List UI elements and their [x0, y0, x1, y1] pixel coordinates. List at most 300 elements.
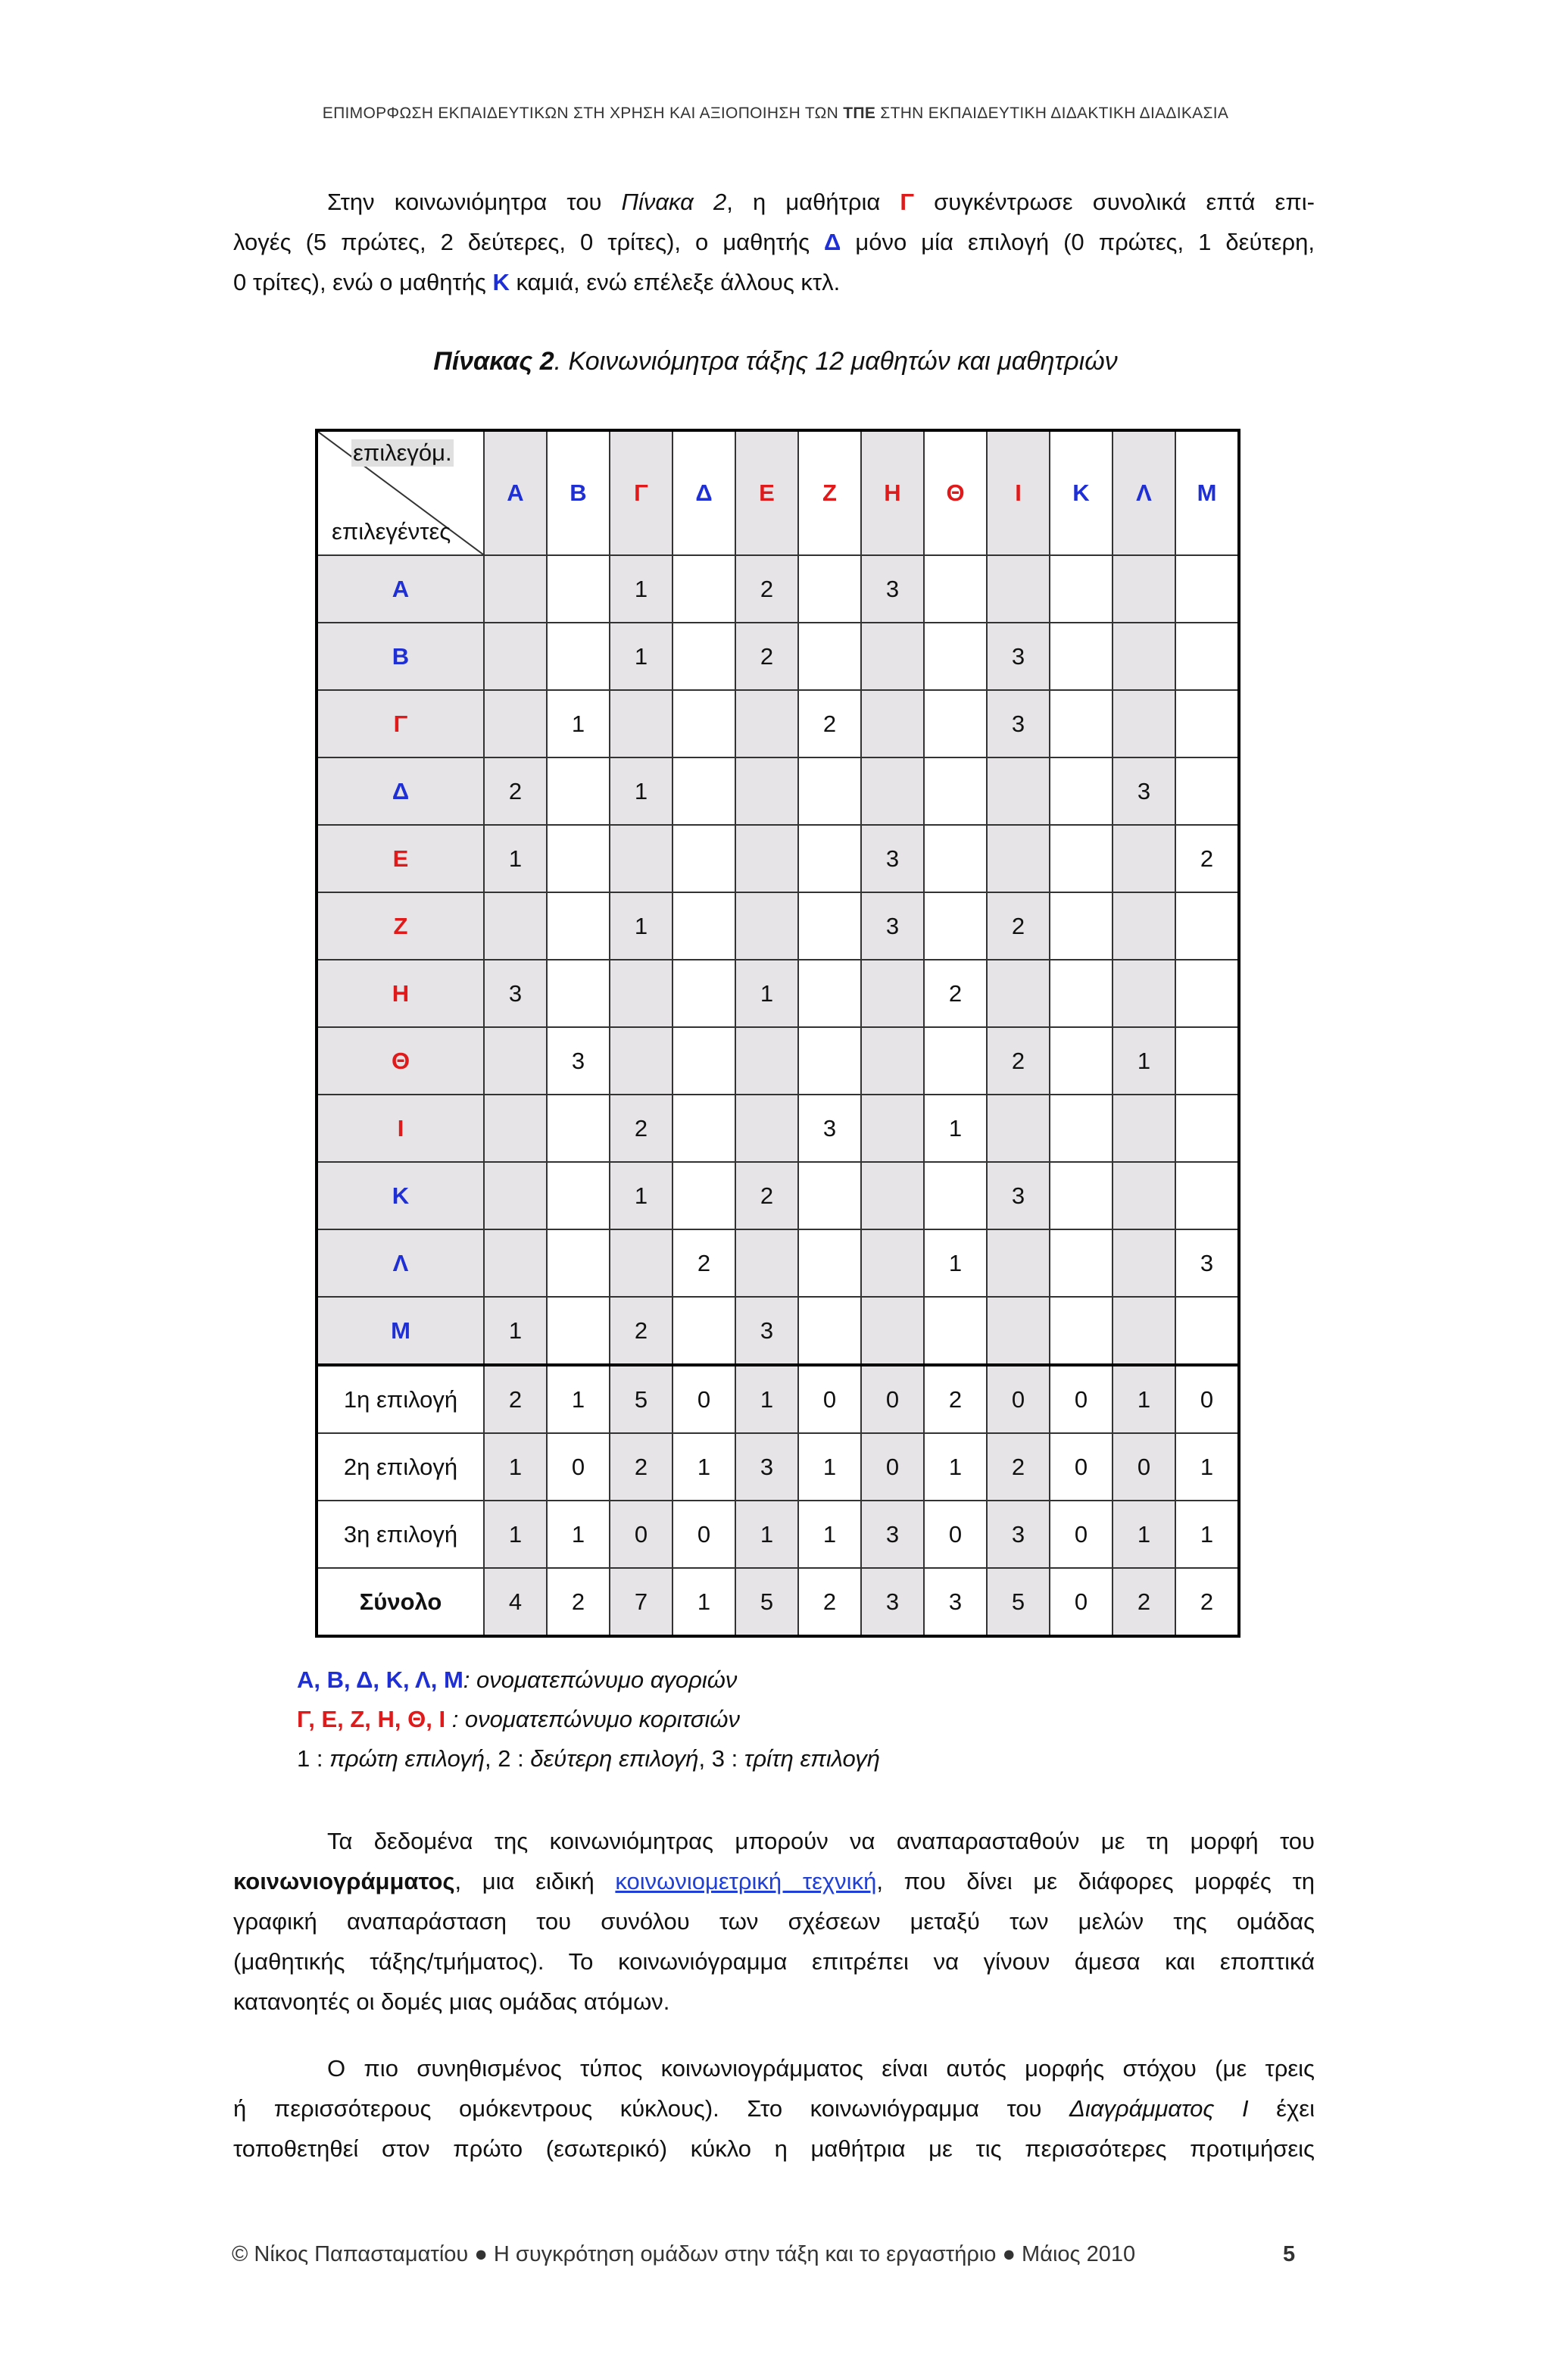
table-cell [547, 555, 610, 623]
table-cell: 3 [1113, 757, 1175, 825]
row-label: Γ [317, 690, 484, 757]
t: λογές (5 πρώτες, 2 δεύτερες, 0 τρίτες), ο μαθητής [233, 229, 825, 255]
summary-cell: 3 [735, 1433, 798, 1501]
table-cell [1175, 1095, 1239, 1162]
t: τρίτη επιλογή [744, 1745, 880, 1772]
table-cell [547, 1297, 610, 1365]
table-cell: 2 [610, 1297, 673, 1365]
table-cell [484, 1095, 547, 1162]
table-cell [1113, 1229, 1175, 1297]
summary-cell: 5 [610, 1365, 673, 1433]
header-text: ΕΠΙΜΟΡΦΩΣΗ ΕΚΠΑΙΔΕΥΤΙΚΩΝ ΣΤΗ ΧΡΗΣΗ ΚΑΙ ΑΞΙΟΠΟΙΗΣΗ ΤΩΝ [322, 105, 844, 122]
t: συγκέντρωσε συνολικά επτά επι- [914, 189, 1315, 215]
row-label: Β [317, 623, 484, 690]
table-row [317, 892, 1239, 960]
summary-cell: 1 [547, 1365, 610, 1433]
column-header: Η [861, 430, 924, 555]
table-cell [798, 960, 861, 1027]
row-label: Μ [317, 1297, 484, 1365]
t: Γ, Ε, Ζ, Η, Θ, Ι [297, 1706, 446, 1732]
table-row [317, 1027, 1239, 1095]
p3-line-1: Ο πιο συνηθισμένος τύπος κοινωνιογράμματος είναι αυτός μορφής στόχου (με τρεις [327, 2055, 1315, 2082]
summary-cell: 1 [1113, 1501, 1175, 1568]
table-cell [547, 757, 610, 825]
intro-paragraph [233, 182, 1315, 302]
table-cell [1050, 1229, 1113, 1297]
table-cell [547, 1229, 610, 1297]
table-cell: 2 [987, 1027, 1050, 1095]
table-cell: 2 [1175, 825, 1239, 892]
table-cell [1050, 1095, 1113, 1162]
table-cell [1050, 757, 1113, 825]
intro-line-3 [233, 262, 1315, 302]
row-label: Θ [317, 1027, 484, 1095]
table-cell: 2 [610, 1095, 673, 1162]
table-row [317, 1095, 1239, 1162]
table-cell: 3 [987, 623, 1050, 690]
table-cell [735, 757, 798, 825]
column-header: Ζ [798, 430, 861, 555]
summary-cell: 3 [987, 1501, 1050, 1568]
legend-choices [297, 1739, 880, 1779]
table-cell [924, 892, 987, 960]
table-cell: 3 [861, 825, 924, 892]
table-cell [924, 690, 987, 757]
table-cell [1050, 960, 1113, 1027]
table-cell [1175, 690, 1239, 757]
table-cell: 1 [610, 1162, 673, 1229]
corner-bottom-label: επιλεγέντες [332, 518, 451, 545]
table-cell [484, 1229, 547, 1297]
table-cell [673, 1162, 735, 1229]
row-label: Ε [317, 825, 484, 892]
table-cell: 3 [798, 1095, 861, 1162]
table-cell: 2 [735, 1162, 798, 1229]
p2-line-4: (μαθητικής τάξης/τμήματος). Το κοινωνιόγραμμα επιτρέπει να γίνουν άμεσα και εποπτικά [233, 1948, 1315, 1975]
table-cell [1113, 960, 1175, 1027]
table-cell [1113, 555, 1175, 623]
summary-label: 2η επιλογή [317, 1433, 484, 1501]
row-label: Κ [317, 1162, 484, 1229]
table-cell: 3 [987, 690, 1050, 757]
table-cell [1175, 960, 1239, 1027]
summary-cell: 2 [610, 1433, 673, 1501]
table-cell [861, 1162, 924, 1229]
table-cell [735, 892, 798, 960]
summary-cell: 0 [673, 1365, 735, 1433]
table-caption [0, 347, 1551, 376]
summary-cell: 0 [547, 1433, 610, 1501]
table-cell [484, 623, 547, 690]
table-cell [673, 825, 735, 892]
table-cell [798, 892, 861, 960]
summary-cell: 5 [735, 1568, 798, 1636]
summary-cell: 2 [987, 1433, 1050, 1501]
t: , 2 : [484, 1745, 531, 1772]
summary-cell: 0 [1050, 1365, 1113, 1433]
table-cell [1050, 825, 1113, 892]
table-cell [861, 757, 924, 825]
table-cell [673, 555, 735, 623]
summary-cell: 0 [987, 1365, 1050, 1433]
table-cell [1113, 1297, 1175, 1365]
table-cell: 1 [610, 892, 673, 960]
table-cell [861, 623, 924, 690]
table-cell [924, 1297, 987, 1365]
table-cell [610, 825, 673, 892]
summary-cell: 1 [673, 1568, 735, 1636]
t: Δ [824, 229, 841, 255]
legend-boys [297, 1660, 880, 1700]
table-cell [987, 1095, 1050, 1162]
t: , μια ειδική [454, 1868, 616, 1894]
summary-cell: 4 [484, 1568, 547, 1636]
t: Κ [492, 269, 510, 295]
column-header: Δ [673, 430, 735, 555]
table-cell [673, 892, 735, 960]
table-cell [735, 1027, 798, 1095]
table-cell [924, 757, 987, 825]
table-cell [673, 757, 735, 825]
summary-cell: 0 [924, 1501, 987, 1568]
table-cell [1113, 1162, 1175, 1229]
summary-cell: 0 [610, 1501, 673, 1568]
summary-row [317, 1501, 1239, 1568]
column-header: Β [547, 430, 610, 555]
table-cell: 2 [924, 960, 987, 1027]
table-row [317, 690, 1239, 757]
row-label: Δ [317, 757, 484, 825]
table-cell [1113, 892, 1175, 960]
summary-cell: 0 [673, 1501, 735, 1568]
t: : ονοματεπώνυμο αγοριών [463, 1666, 738, 1693]
table-cell [798, 1162, 861, 1229]
legend [297, 1660, 880, 1779]
row-label: Ζ [317, 892, 484, 960]
table-cell [484, 1162, 547, 1229]
column-header: Α [484, 430, 547, 555]
t: , 3 : [698, 1745, 744, 1772]
p2-line-2 [233, 1861, 1315, 1901]
summary-cell: 0 [1050, 1568, 1113, 1636]
table-cell [735, 1095, 798, 1162]
table-row [317, 623, 1239, 690]
table-cell [987, 825, 1050, 892]
footer-copyright: © Νίκος Παπασταματίου [232, 2242, 469, 2266]
summary-cell: 1 [1175, 1501, 1239, 1568]
table-cell [673, 1095, 735, 1162]
table-cell [1050, 892, 1113, 960]
table-cell [798, 825, 861, 892]
summary-cell: 0 [1113, 1433, 1175, 1501]
table-cell [547, 1095, 610, 1162]
table-cell [610, 1229, 673, 1297]
summary-cell: 3 [861, 1568, 924, 1636]
p3-line-2 [233, 2088, 1315, 2129]
table-cell [735, 690, 798, 757]
table-cell [924, 1162, 987, 1229]
summary-row [317, 1365, 1239, 1433]
page-footer [232, 2242, 1296, 2267]
table-row [317, 1162, 1239, 1229]
summary-cell: 1 [673, 1433, 735, 1501]
page-number: 5 [1283, 2242, 1296, 2266]
table-cell [861, 960, 924, 1027]
table-cell [987, 555, 1050, 623]
table-row [317, 757, 1239, 825]
table-cell [484, 690, 547, 757]
table-cell [987, 960, 1050, 1027]
summary-cell: 0 [1050, 1501, 1113, 1568]
summary-cell: 1 [798, 1433, 861, 1501]
table-cell [1050, 1162, 1113, 1229]
table-cell: 3 [987, 1162, 1050, 1229]
t: πρώτη επιλογή [329, 1745, 485, 1772]
table-cell [610, 1027, 673, 1095]
column-header: Ι [987, 430, 1050, 555]
table-cell: 1 [735, 960, 798, 1027]
row-label: Α [317, 555, 484, 623]
table-row [317, 1297, 1239, 1365]
sociometric-technique-link[interactable]: κοινωνιομετρική τεχνική [615, 1868, 877, 1894]
table-cell [987, 1229, 1050, 1297]
running-header [0, 105, 1551, 123]
table-cell [798, 623, 861, 690]
t: μόνο μία επιλογή (0 πρώτες, 1 δεύτερη, [841, 229, 1315, 255]
table-cell [610, 960, 673, 1027]
table-cell [673, 623, 735, 690]
summary-cell: 0 [861, 1365, 924, 1433]
intro-line-1 [233, 182, 1315, 222]
table-cell [861, 1095, 924, 1162]
table-cell [547, 960, 610, 1027]
footer-bullet-2: ● [1002, 2242, 1016, 2266]
intro-line-2 [233, 222, 1315, 262]
summary-cell: 1 [735, 1501, 798, 1568]
summary-row [317, 1568, 1239, 1636]
t: , η μαθήτρια [726, 189, 900, 215]
table-row [317, 1229, 1239, 1297]
paragraph-3 [233, 2048, 1315, 2169]
summary-cell: 0 [861, 1433, 924, 1501]
table-cell [1113, 623, 1175, 690]
summary-cell: 1 [484, 1433, 547, 1501]
column-header: Μ [1175, 430, 1239, 555]
table-cell [673, 690, 735, 757]
table-cell [1113, 690, 1175, 757]
summary-cell: 1 [1175, 1433, 1239, 1501]
table-cell [547, 623, 610, 690]
table-cell: 3 [735, 1297, 798, 1365]
summary-cell: 3 [861, 1501, 924, 1568]
table-cell [987, 757, 1050, 825]
summary-cell: 1 [547, 1501, 610, 1568]
summary-cell: 1 [924, 1433, 987, 1501]
table-cell: 2 [735, 623, 798, 690]
summary-cell: 1 [735, 1365, 798, 1433]
table-cell [861, 690, 924, 757]
table-cell [861, 1027, 924, 1095]
summary-cell: 3 [924, 1568, 987, 1636]
t: Διαγράμματος Ι [1069, 2095, 1249, 2122]
table-cell [924, 825, 987, 892]
table-cell [924, 623, 987, 690]
t: 0 τρίτες), ενώ ο μαθητής [233, 269, 493, 295]
summary-cell: 2 [547, 1568, 610, 1636]
summary-cell: 7 [610, 1568, 673, 1636]
t: κοινωνιογράμματος [233, 1868, 455, 1894]
table-cell [987, 1297, 1050, 1365]
t: ή περισσότερους ομόκεντρους κύκλους). Στο κοινωνιόγραμμα του [233, 2095, 1070, 2122]
table-cell: 3 [1175, 1229, 1239, 1297]
table-cell [735, 1229, 798, 1297]
table-cell [484, 892, 547, 960]
summary-cell: 0 [798, 1365, 861, 1433]
table-cell [484, 555, 547, 623]
caption-rest: . Κοινωνιόμητρα τάξης 12 μαθητών και μαθητριών [554, 347, 1118, 376]
t: : ονοματεπώνυμο κοριτσιών [445, 1706, 741, 1732]
legend-girls [297, 1700, 880, 1739]
corner-top-label: επιλεγόμ. [353, 439, 452, 466]
header-bold: ΤΠΕ [843, 105, 876, 122]
table-cell [861, 1297, 924, 1365]
row-label: Λ [317, 1229, 484, 1297]
summary-cell: 5 [987, 1568, 1050, 1636]
t: καμιά, ενώ επέλεξε άλλους κτλ. [509, 269, 841, 295]
table-cell [673, 1297, 735, 1365]
corner-cell [317, 430, 484, 555]
table-row [317, 555, 1239, 623]
table-cell [1050, 555, 1113, 623]
table-cell: 1 [610, 623, 673, 690]
table-cell [547, 1162, 610, 1229]
table-cell [1050, 623, 1113, 690]
column-header: Γ [610, 430, 673, 555]
table-cell [1175, 1162, 1239, 1229]
summary-cell: 1 [1113, 1365, 1175, 1433]
summary-cell: 2 [798, 1568, 861, 1636]
table-cell [673, 1027, 735, 1095]
t: Α, Β, Δ, Κ, Λ, Μ [297, 1666, 463, 1693]
row-label: Ι [317, 1095, 484, 1162]
table-cell [1175, 1297, 1239, 1365]
t: , που δίνει με διάφορες μορφές τη [876, 1868, 1315, 1894]
table-cell: 2 [798, 690, 861, 757]
summary-cell: 1 [484, 1501, 547, 1568]
table-cell [1113, 825, 1175, 892]
summary-cell: 2 [484, 1365, 547, 1433]
summary-cell: 2 [1175, 1568, 1239, 1636]
table-cell: 1 [610, 757, 673, 825]
table-cell: 1 [610, 555, 673, 623]
table-cell: 1 [924, 1229, 987, 1297]
table-cell [1050, 1027, 1113, 1095]
table-cell [1113, 1095, 1175, 1162]
sociomatrix-table [315, 429, 1240, 1638]
table-row [317, 825, 1239, 892]
table-cell: 3 [484, 960, 547, 1027]
p3-line-3: τοποθετηθεί στον πρώτο (εσωτερικό) κύκλο η μαθήτρια με τις περισσότερες προτιμήσεις [233, 2135, 1315, 2162]
p2-line-1: Τα δεδομένα της κοινωνιόμητρας μπορούν να αναπαρασταθούν με τη μορφή του [327, 1828, 1315, 1854]
table-cell [1175, 757, 1239, 825]
t: 1 : [297, 1745, 330, 1772]
table-row [317, 960, 1239, 1027]
table-cell: 2 [987, 892, 1050, 960]
summary-cell: 2 [1113, 1568, 1175, 1636]
footer-date: Μάιος 2010 [1016, 2242, 1136, 2266]
table-cell: 1 [484, 1297, 547, 1365]
table-cell [1175, 892, 1239, 960]
t: Στην κοινωνιόμητρα του [327, 189, 622, 215]
summary-label: Σύνολο [317, 1568, 484, 1636]
table-cell [735, 825, 798, 892]
table-cell [798, 1297, 861, 1365]
table-cell [924, 555, 987, 623]
summary-label: 3η επιλογή [317, 1501, 484, 1568]
table-cell: 1 [924, 1095, 987, 1162]
table-cell [547, 892, 610, 960]
paragraph-2 [233, 1821, 1315, 2022]
footer-title: Η συγκρότηση ομάδων στην τάξη και το εργαστήριο [487, 2242, 1003, 2266]
summary-row [317, 1433, 1239, 1501]
column-header: Κ [1050, 430, 1113, 555]
table-cell [1175, 555, 1239, 623]
column-header: Θ [924, 430, 987, 555]
table-cell: 1 [1113, 1027, 1175, 1095]
footer-bullet: ● [474, 2242, 488, 2266]
table-cell: 2 [673, 1229, 735, 1297]
table-cell [798, 1229, 861, 1297]
header-text-end: ΣΤΗΝ ΕΚΠΑΙΔΕΥΤΙΚΗ ΔΙΔΑΚΤΙΚΗ ΔΙΑΔΙΚΑΣΙΑ [875, 105, 1229, 122]
table-cell [861, 1229, 924, 1297]
table-cell [1050, 1297, 1113, 1365]
t: Πίνακα 2 [621, 189, 727, 215]
table-cell [924, 1027, 987, 1095]
table-cell [798, 757, 861, 825]
table-cell [1050, 690, 1113, 757]
table-cell: 1 [484, 825, 547, 892]
table-cell [484, 1027, 547, 1095]
table-cell: 3 [861, 555, 924, 623]
table-cell: 3 [547, 1027, 610, 1095]
row-label: Η [317, 960, 484, 1027]
summary-cell: 0 [1050, 1433, 1113, 1501]
table-cell: 3 [861, 892, 924, 960]
table-cell [798, 1027, 861, 1095]
t: δεύτερη επιλογή [530, 1745, 699, 1772]
summary-label: 1η επιλογή [317, 1365, 484, 1433]
summary-cell: 1 [798, 1501, 861, 1568]
table-cell: 2 [735, 555, 798, 623]
column-header: Λ [1113, 430, 1175, 555]
column-header: Ε [735, 430, 798, 555]
table-cell [673, 960, 735, 1027]
table-cell [1175, 623, 1239, 690]
p2-line-3: γραφική αναπαράσταση του συνόλου των σχέσεων μεταξύ των μελών της ομάδας [233, 1908, 1315, 1935]
table-cell: 1 [547, 690, 610, 757]
summary-cell: 2 [924, 1365, 987, 1433]
table-cell [547, 825, 610, 892]
table-cell [798, 555, 861, 623]
p2-line-5: κατανοητές οι δομές μιας ομάδας ατόμων. [233, 1988, 670, 2015]
table-cell [610, 690, 673, 757]
t: έχει [1248, 2095, 1315, 2122]
table-cell: 2 [484, 757, 547, 825]
table-cell [1175, 1027, 1239, 1095]
summary-cell: 0 [1175, 1365, 1239, 1433]
t: Γ [900, 189, 915, 215]
caption-bold: Πίνακας 2 [433, 347, 554, 376]
